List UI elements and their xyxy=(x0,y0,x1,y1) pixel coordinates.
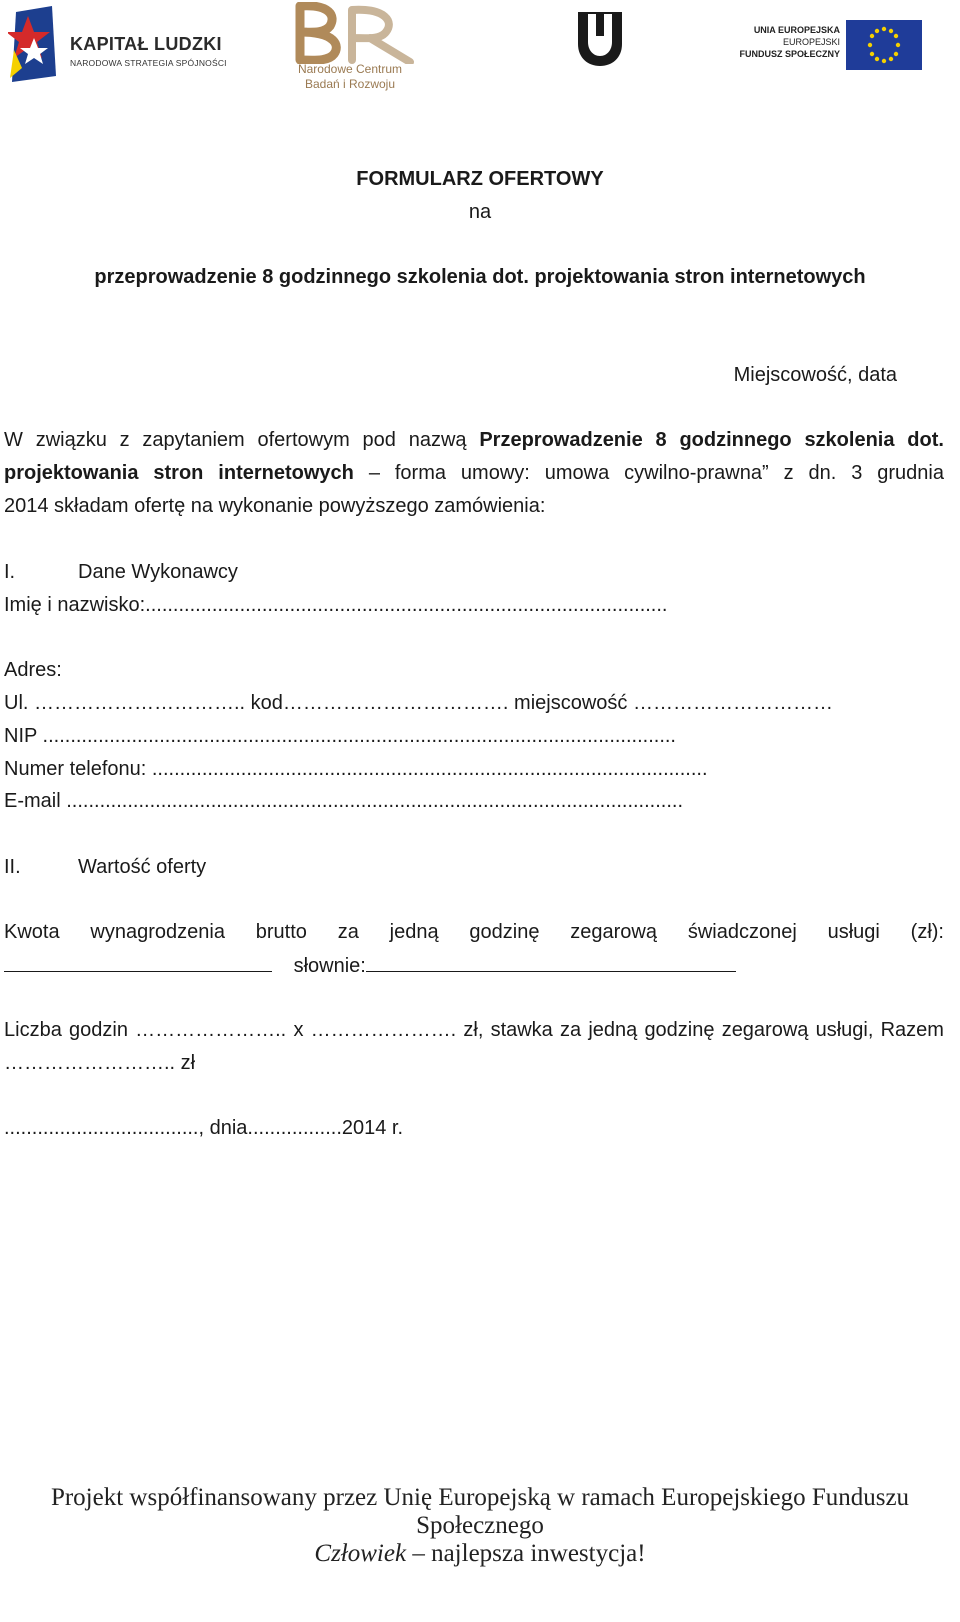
hours-line xyxy=(4,1019,944,1042)
intro-line-2 xyxy=(4,462,944,485)
hours-word: Liczba xyxy=(4,1019,62,1041)
intro-word: zapytaniem xyxy=(142,429,245,451)
form-title: FORMULARZ OFERTOWY xyxy=(356,168,604,190)
footer-slogan-italic: Człowiek xyxy=(314,1540,407,1567)
intro-word: W xyxy=(4,429,23,451)
intro-word: z xyxy=(783,462,794,484)
ue-line1: UNIA EUROPEJSKA xyxy=(753,25,840,35)
rate-word: wynagrodzenia xyxy=(90,921,225,943)
rate-word: jedną xyxy=(389,921,439,943)
hours-word: usługi, xyxy=(815,1019,874,1041)
logo-strip xyxy=(0,0,960,100)
rate-word: zegarową xyxy=(570,921,657,943)
section-2-number: II. xyxy=(4,856,21,878)
intro-word-bold: godzinnego xyxy=(679,429,792,451)
kapital-ludzki-title: KAPITAŁ LUDZKI xyxy=(70,34,222,54)
section-1-title: Dane Wykonawcy xyxy=(78,561,238,583)
hours-word: x xyxy=(293,1019,304,1041)
ncbr-name xyxy=(296,62,404,92)
intro-word: forma xyxy=(394,462,446,484)
ncbr-name-line1: Narodowe Centrum xyxy=(297,62,403,76)
hours-word: jedną xyxy=(588,1019,638,1041)
intro-word-bold: 8 xyxy=(655,429,667,451)
street-field[interactable]: Ul. ………………………….. kod……………………………. miejscowość ………………………… xyxy=(4,692,833,714)
hours-count-field[interactable]: ………………….. xyxy=(135,1019,287,1041)
intro-word-bold: szkolenia xyxy=(804,429,895,451)
hours-word: za xyxy=(560,1019,582,1041)
address-label: Adres: xyxy=(4,659,62,681)
email-field[interactable]: E-mail ............................................................................................................... xyxy=(4,790,684,812)
footer-line-1: Projekt współfinansowany przez Unię Europejską w ramach Europejskiego Funduszu xyxy=(50,1484,910,1511)
rate-word: świadczonej xyxy=(687,921,797,943)
rate-amount-field[interactable] xyxy=(4,954,272,972)
footer-slogan-rest: – najlepsza inwestycja! xyxy=(406,1540,646,1567)
ue-line3: FUNDUSZ SPOŁECZNY xyxy=(739,49,840,59)
intro-word: grudnia xyxy=(877,462,944,484)
nip-field[interactable]: NIP .................................................................................................................. xyxy=(4,725,676,747)
intro-word: umowy: xyxy=(460,462,530,484)
intro-word: związku xyxy=(35,429,107,451)
footer-line-2: Społecznego xyxy=(416,1512,544,1539)
ncbr-logo xyxy=(290,2,440,94)
kapital-ludzki-logo xyxy=(8,6,238,84)
in-words-label: słownie: xyxy=(293,955,366,977)
form-subtitle: na xyxy=(468,201,492,223)
in-words-field[interactable] xyxy=(366,954,736,972)
intro-word: nazwą xyxy=(408,429,467,451)
rate-word: brutto xyxy=(255,921,307,943)
intro-line-1 xyxy=(4,429,944,452)
rate-word: Kwota xyxy=(4,921,60,943)
eu-flag-icon xyxy=(846,20,922,70)
intro-word: z xyxy=(119,429,130,451)
rate-word: usługi xyxy=(827,921,880,943)
hours-word: godzinę xyxy=(644,1019,715,1041)
shield-logo-icon xyxy=(574,8,626,70)
rate-word: za xyxy=(337,921,359,943)
intro-line-3: 2014 składam ofertę na wykonanie powyższego zamówienia: xyxy=(4,495,546,517)
intro-subject-bold: projektowania stron internetowych xyxy=(4,462,354,484)
ue-efs-logo xyxy=(738,18,938,72)
hours-word: godzin xyxy=(69,1019,128,1041)
intro-word: dn. xyxy=(808,462,837,484)
intro-word: cywilno-prawna” xyxy=(624,462,769,484)
intro-word: – xyxy=(368,462,380,484)
intro-word-bold: Przeprowadzenie xyxy=(479,429,643,451)
name-field[interactable]: Imię i nazwisko:.............................................................................................. xyxy=(4,594,668,616)
intro-word: ofertowym xyxy=(257,429,350,451)
hours-word: zegarową xyxy=(721,1019,809,1041)
ue-efs-text xyxy=(738,24,840,60)
rate-word: godzinę xyxy=(469,921,540,943)
phone-field[interactable]: Numer telefonu: .................................................................................................... xyxy=(4,758,708,780)
intro-word-bold: dot. xyxy=(907,429,944,451)
section-2-title: Wartość oferty xyxy=(78,856,207,878)
rate-amount-row xyxy=(4,954,736,978)
ncbr-br-monogram-icon xyxy=(290,2,430,64)
hours-word: zł, xyxy=(463,1019,484,1041)
rate-value-field[interactable]: …………………. xyxy=(310,1019,457,1041)
signature-date-field[interactable]: ..................................., dnia.................2014 r. xyxy=(4,1117,404,1139)
rate-word: (zł): xyxy=(910,921,944,943)
kapital-ludzki-star-icon xyxy=(8,6,60,82)
kapital-ludzki-subtitle: NARODOWA STRATEGIA SPÓJNOŚCI xyxy=(70,58,227,68)
hours-word: Razem xyxy=(880,1019,944,1041)
intro-word: umowa xyxy=(544,462,610,484)
intro-word: pod xyxy=(362,429,396,451)
total-field[interactable]: …………………….. zł xyxy=(4,1052,196,1074)
ue-line2: EUROPEJSKI xyxy=(782,37,840,47)
ncbr-name-line2: Badań i Rozwoju xyxy=(304,77,396,91)
section-1-number: I. xyxy=(4,561,16,583)
intro-word: 3 xyxy=(851,462,863,484)
form-subject: przeprowadzenie 8 godzinnego szkolenia dot. projektowania stron internetowych xyxy=(94,266,866,288)
footer-slogan xyxy=(0,1540,960,1568)
rate-line xyxy=(4,921,944,944)
place-date-label: Miejscowość, data xyxy=(733,364,897,386)
hours-word: stawka xyxy=(490,1019,553,1041)
